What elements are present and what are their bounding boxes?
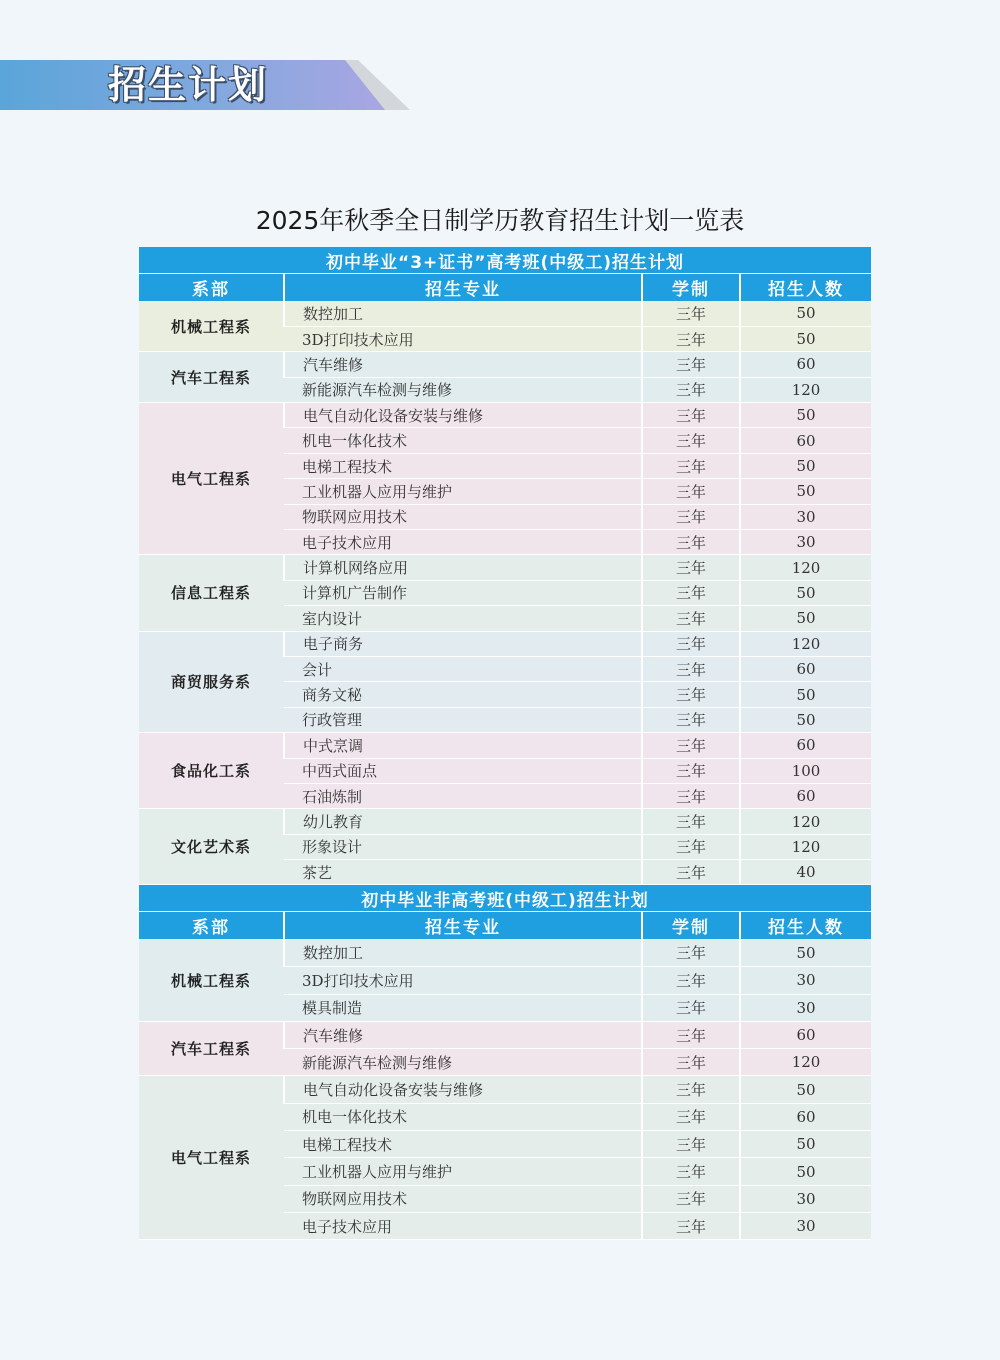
count-cell: 50: [740, 479, 871, 504]
major-cell: 工业机器人应用与维护: [284, 479, 642, 504]
count-cell: 50: [740, 1158, 871, 1185]
count-cell: 50: [740, 1076, 871, 1103]
count-cell: 120: [740, 631, 871, 656]
count-cell: 60: [740, 783, 871, 808]
count-cell: 50: [740, 939, 871, 966]
column-header-dept: 系部: [139, 912, 284, 940]
major-cell: 3D打印技术应用: [284, 326, 642, 351]
major-cell: 电子商务: [284, 631, 642, 656]
section-title-row: [139, 885, 871, 912]
column-header-major: 招生专业: [284, 912, 642, 940]
duration-cell: 三年: [642, 1212, 740, 1239]
duration-cell: 三年: [642, 580, 740, 605]
count-cell: 30: [740, 1212, 871, 1239]
dept-cell: 食品化工系: [139, 733, 284, 809]
major-cell: 室内设计: [284, 606, 642, 631]
major-cell: 商务文秘: [284, 682, 642, 707]
enrollment-plan-table-container: [139, 247, 871, 1240]
duration-cell: 三年: [642, 1049, 740, 1076]
count-cell: 100: [740, 758, 871, 783]
major-cell: 机电一体化技术: [284, 428, 642, 453]
duration-cell: 三年: [642, 504, 740, 529]
duration-cell: 三年: [642, 403, 740, 428]
count-cell: 30: [740, 967, 871, 994]
major-cell: 物联网应用技术: [284, 1185, 642, 1212]
duration-cell: 三年: [642, 1076, 740, 1103]
duration-cell: 三年: [642, 326, 740, 351]
column-header-duration: 学制: [642, 912, 740, 940]
major-cell: 新能源汽车检测与维修: [284, 1049, 642, 1076]
column-header-row: [139, 274, 871, 302]
major-cell: 汽车维修: [284, 352, 642, 377]
duration-cell: 三年: [642, 352, 740, 377]
major-cell: 电梯工程技术: [284, 1131, 642, 1158]
duration-cell: 三年: [642, 453, 740, 478]
major-cell: 电子技术应用: [284, 1212, 642, 1239]
count-cell: 50: [740, 326, 871, 351]
duration-cell: 三年: [642, 860, 740, 885]
count-cell: 60: [740, 733, 871, 758]
dept-cell: 机械工程系: [139, 939, 284, 1021]
count-cell: 120: [740, 1049, 871, 1076]
banner-title: 招生计划: [108, 63, 269, 107]
dept-cell: 机械工程系: [139, 301, 284, 352]
major-cell: 电梯工程技术: [284, 453, 642, 478]
duration-cell: 三年: [642, 631, 740, 656]
table-row: [139, 403, 871, 428]
table-row: [139, 1021, 871, 1048]
major-cell: 幼儿教育: [284, 809, 642, 834]
table-row: [139, 631, 871, 656]
count-cell: 50: [740, 580, 871, 605]
count-cell: 60: [740, 656, 871, 681]
enrollment-plan-table: [139, 247, 871, 1240]
dept-cell: 汽车工程系: [139, 352, 284, 403]
major-cell: 电子技术应用: [284, 530, 642, 555]
count-cell: 30: [740, 1185, 871, 1212]
count-cell: 120: [740, 834, 871, 859]
duration-cell: 三年: [642, 758, 740, 783]
dept-cell: 信息工程系: [139, 555, 284, 631]
duration-cell: 三年: [642, 606, 740, 631]
dept-cell: 商贸服务系: [139, 631, 284, 733]
major-cell: 新能源汽车检测与维修: [284, 377, 642, 402]
major-cell: 数控加工: [284, 301, 642, 326]
column-header-count: 招生人数: [740, 274, 871, 302]
duration-cell: 三年: [642, 1103, 740, 1130]
dept-cell: 电气工程系: [139, 403, 284, 555]
count-cell: 50: [740, 403, 871, 428]
count-cell: 30: [740, 994, 871, 1021]
major-cell: 计算机广告制作: [284, 580, 642, 605]
table-row: [139, 809, 871, 834]
table-row: [139, 352, 871, 377]
duration-cell: 三年: [642, 939, 740, 966]
duration-cell: 三年: [642, 834, 740, 859]
duration-cell: 三年: [642, 1021, 740, 1048]
count-cell: 60: [740, 428, 871, 453]
section-title-row: [139, 247, 871, 274]
count-cell: 30: [740, 530, 871, 555]
count-cell: 50: [740, 606, 871, 631]
major-cell: 机电一体化技术: [284, 1103, 642, 1130]
column-header-duration: 学制: [642, 274, 740, 302]
table-row: [139, 733, 871, 758]
duration-cell: 三年: [642, 994, 740, 1021]
duration-cell: 三年: [642, 1131, 740, 1158]
major-cell: 模具制造: [284, 994, 642, 1021]
column-header-count: 招生人数: [740, 912, 871, 940]
count-cell: 60: [740, 352, 871, 377]
count-cell: 50: [740, 301, 871, 326]
table-row: [139, 1076, 871, 1103]
duration-cell: 三年: [642, 530, 740, 555]
duration-cell: 三年: [642, 733, 740, 758]
duration-cell: 三年: [642, 783, 740, 808]
duration-cell: 三年: [642, 656, 740, 681]
section-title: 初中毕业“3+证书”高考班(中级工)招生计划: [139, 247, 871, 274]
dept-cell: 文化艺术系: [139, 809, 284, 885]
column-header-major: 招生专业: [284, 274, 642, 302]
table-row: [139, 301, 871, 326]
duration-cell: 三年: [642, 1158, 740, 1185]
major-cell: 中式烹调: [284, 733, 642, 758]
column-header-dept: 系部: [139, 274, 284, 302]
duration-cell: 三年: [642, 377, 740, 402]
dept-cell: 电气工程系: [139, 1076, 284, 1240]
duration-cell: 三年: [642, 1185, 740, 1212]
document-title: 2025年秋季全日制学历教育招生计划一览表: [255, 206, 745, 235]
major-cell: 茶艺: [284, 860, 642, 885]
major-cell: 电气自动化设备安装与维修: [284, 403, 642, 428]
major-cell: 3D打印技术应用: [284, 967, 642, 994]
major-cell: 中西式面点: [284, 758, 642, 783]
major-cell: 会计: [284, 656, 642, 681]
count-cell: 60: [740, 1021, 871, 1048]
duration-cell: 三年: [642, 682, 740, 707]
duration-cell: 三年: [642, 707, 740, 732]
duration-cell: 三年: [642, 428, 740, 453]
major-cell: 数控加工: [284, 939, 642, 966]
duration-cell: 三年: [642, 967, 740, 994]
section-banner: [0, 60, 420, 110]
major-cell: 工业机器人应用与维护: [284, 1158, 642, 1185]
count-cell: 120: [740, 377, 871, 402]
count-cell: 40: [740, 860, 871, 885]
count-cell: 30: [740, 504, 871, 529]
count-cell: 50: [740, 453, 871, 478]
count-cell: 120: [740, 555, 871, 580]
section-title: 初中毕业非高考班(中级工)招生计划: [139, 885, 871, 912]
duration-cell: 三年: [642, 555, 740, 580]
duration-cell: 三年: [642, 301, 740, 326]
major-cell: 石油炼制: [284, 783, 642, 808]
table-row: [139, 555, 871, 580]
major-cell: 汽车维修: [284, 1021, 642, 1048]
major-cell: 计算机网络应用: [284, 555, 642, 580]
major-cell: 行政管理: [284, 707, 642, 732]
major-cell: 物联网应用技术: [284, 504, 642, 529]
count-cell: 120: [740, 809, 871, 834]
count-cell: 50: [740, 682, 871, 707]
duration-cell: 三年: [642, 809, 740, 834]
column-header-row: [139, 912, 871, 940]
major-cell: 电气自动化设备安装与维修: [284, 1076, 642, 1103]
count-cell: 50: [740, 707, 871, 732]
table-row: [139, 939, 871, 966]
duration-cell: 三年: [642, 479, 740, 504]
major-cell: 形象设计: [284, 834, 642, 859]
count-cell: 60: [740, 1103, 871, 1130]
count-cell: 50: [740, 1131, 871, 1158]
dept-cell: 汽车工程系: [139, 1021, 284, 1076]
